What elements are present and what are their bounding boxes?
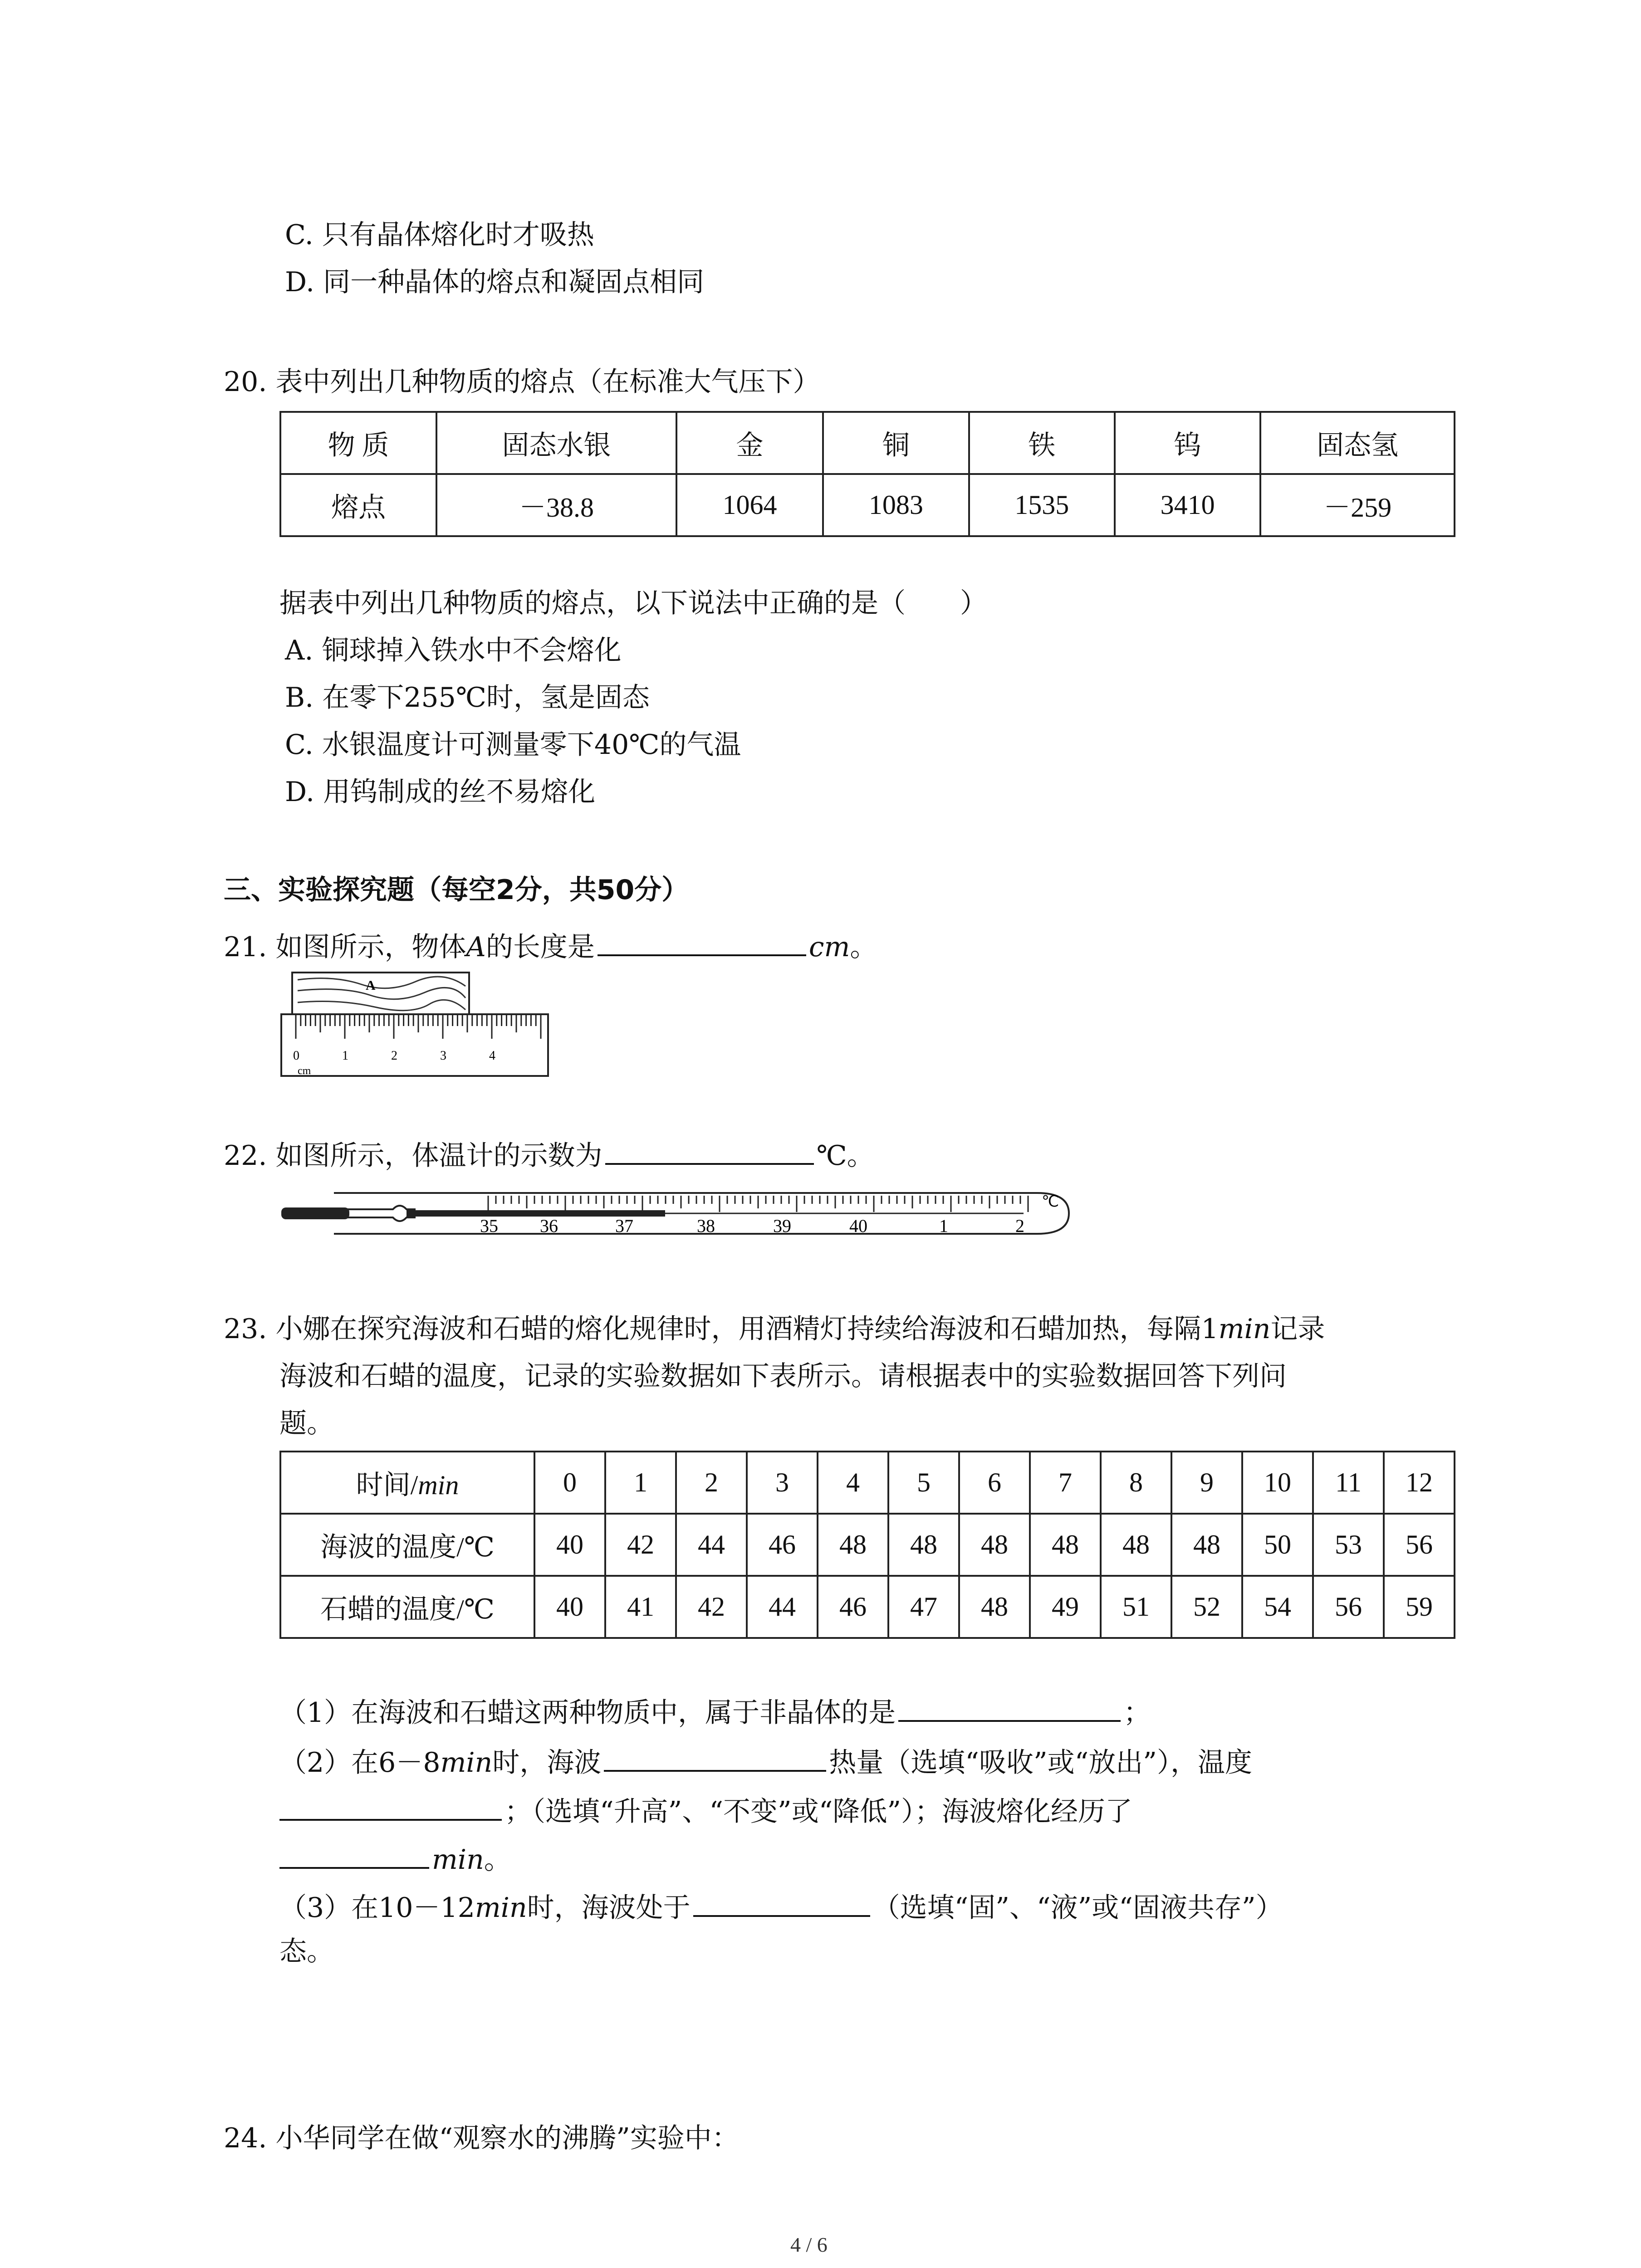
- table-cell: －259: [1260, 474, 1455, 536]
- table-cell: 52: [1171, 1576, 1242, 1638]
- q21-end: 。: [850, 931, 877, 963]
- q23-part2-line1: [279, 1745, 1252, 1779]
- answer-blank[interactable]: [279, 1843, 429, 1869]
- q20-option-a: A. 铜球掉入铁水中不会熔化: [285, 635, 622, 666]
- q23-part2-text: 热量（选填“吸收”或“放出”），温度: [829, 1747, 1252, 1779]
- table-cell: 0: [534, 1452, 605, 1514]
- answer-blank[interactable]: [605, 1139, 814, 1165]
- q23-line3: 题。: [279, 1408, 334, 1439]
- q21-var: A: [466, 931, 486, 963]
- q20-option-d: D. 用钨制成的丝不易熔化: [285, 776, 596, 808]
- q19-option-d: D. 同一种晶体的熔点和凝固点相同: [285, 266, 705, 298]
- table-header-cell: 固态氢: [1260, 412, 1455, 474]
- table-cell: 54: [1242, 1576, 1313, 1638]
- ruler-unit-label: cm: [298, 1065, 311, 1077]
- melting-point-table: [279, 411, 1455, 537]
- thermo-tick-label: 38: [697, 1216, 715, 1236]
- q22-stem: [224, 1139, 874, 1172]
- table-cell: 56: [1384, 1514, 1455, 1576]
- table-cell: 1064: [676, 474, 823, 536]
- table-cell: 40: [534, 1514, 605, 1576]
- table-cell: 2: [676, 1452, 747, 1514]
- q23-part3-text: 时，海波处于: [527, 1892, 691, 1924]
- thermometer-figure: [279, 1179, 1078, 1247]
- table-cell: 5: [888, 1452, 959, 1514]
- ruler-figure: [279, 971, 552, 1080]
- table-header-cell: 固态水银: [436, 412, 676, 474]
- q20-option-b: B. 在零下255℃时，氢是固态: [285, 682, 650, 714]
- q23-part2-line2: [279, 1794, 1133, 1828]
- q21-prefix: 21. 如图所示，物体: [224, 931, 466, 963]
- q23-line1-end: 记录: [1270, 1313, 1325, 1345]
- thermo-tick-label: 36: [540, 1216, 558, 1236]
- thermo-tick-label: 39: [773, 1216, 791, 1236]
- table-cell: 3410: [1115, 474, 1260, 536]
- row-label: 石蜡的温度/℃: [280, 1576, 534, 1638]
- unit-min: min: [1218, 1313, 1271, 1345]
- table-cell: 熔点: [280, 474, 436, 536]
- time-header: [280, 1452, 534, 1514]
- ruler-tick-label: 3: [440, 1049, 446, 1063]
- table-header-cell: 物 质: [280, 412, 436, 474]
- q21-stem: [224, 930, 877, 961]
- time-label: 时间/: [356, 1470, 418, 1500]
- table-cell: 48: [888, 1514, 959, 1576]
- unit-min: min: [418, 1470, 459, 1500]
- table-cell: 12: [1384, 1452, 1455, 1514]
- table-cell: 48: [1171, 1514, 1242, 1576]
- table-cell: 7: [1030, 1452, 1101, 1514]
- table-row: [280, 1576, 1455, 1638]
- q23-part2-end: 。: [484, 1844, 511, 1876]
- table-cell: 46: [818, 1576, 888, 1638]
- answer-blank[interactable]: [898, 1696, 1121, 1722]
- thermo-tick-label: 2: [1015, 1216, 1024, 1236]
- answer-blank[interactable]: [598, 930, 806, 956]
- section-title: 三、实验探究题（每空2分，共50分）: [224, 874, 689, 906]
- q22-prefix: 22. 如图所示，体温计的示数为: [224, 1140, 603, 1172]
- q21-mid: 的长度是: [485, 931, 595, 963]
- wood-block: [292, 973, 469, 1014]
- table-cell: 3: [747, 1452, 818, 1514]
- table-cell: 48: [818, 1514, 888, 1576]
- q23-part3-line2: 态。: [279, 1936, 334, 1967]
- table-cell: 4: [818, 1452, 888, 1514]
- table-cell: 49: [1030, 1576, 1101, 1638]
- thermo-tick-label: 35: [480, 1216, 498, 1236]
- q23-part1: [279, 1696, 1151, 1729]
- q20-stem: 20. 表中列出几种物质的熔点（在标准大气压下）: [224, 366, 820, 398]
- table-cell: 56: [1313, 1576, 1384, 1638]
- page-number: 4 / 6: [790, 2233, 828, 2256]
- table-cell: 47: [888, 1576, 959, 1638]
- table-row: [280, 1514, 1455, 1576]
- table-cell: 48: [959, 1514, 1030, 1576]
- table-cell: 48: [959, 1576, 1030, 1638]
- q23-part2-line3: [279, 1843, 511, 1876]
- table-cell: 53: [1313, 1514, 1384, 1576]
- table-cell: 44: [676, 1514, 747, 1576]
- table-cell: 44: [747, 1576, 818, 1638]
- unit-min: min: [432, 1844, 484, 1876]
- table-cell: 59: [1384, 1576, 1455, 1638]
- table-cell: 8: [1101, 1452, 1171, 1514]
- table-header-cell: 铁: [969, 412, 1115, 474]
- row-label: 海波的温度/℃: [280, 1514, 534, 1576]
- q23-part2-text: （2）在6－8: [279, 1747, 441, 1779]
- table-cell: 42: [605, 1514, 676, 1576]
- q20-question: 据表中列出几种物质的熔点，以下说法中正确的是（ ）: [279, 587, 987, 619]
- q23-line2: 海波和石蜡的温度，记录的实验数据如下表所示。请根据表中的实验数据回答下列问: [279, 1360, 1287, 1392]
- q23-part3-text: （选填“固”、“液”或“固液共存”）: [872, 1892, 1283, 1924]
- table-cell: －38.8: [436, 474, 676, 536]
- table-header-cell: 铜: [823, 412, 969, 474]
- table-cell: 11: [1313, 1452, 1384, 1514]
- answer-blank[interactable]: [693, 1891, 870, 1917]
- table-cell: 40: [534, 1576, 605, 1638]
- q20-option-c: C. 水银温度计可测量零下40℃的气温: [285, 729, 741, 761]
- table-cell: 48: [1030, 1514, 1101, 1576]
- thermo-tick-label: 1: [939, 1216, 948, 1236]
- q23-part1-end: ；: [1123, 1697, 1151, 1729]
- table-cell: 48: [1101, 1514, 1171, 1576]
- table-cell: 41: [605, 1576, 676, 1638]
- ruler: [281, 1014, 548, 1077]
- table-cell: 51: [1101, 1576, 1171, 1638]
- thermo-tick-label: 37: [615, 1216, 633, 1236]
- q23-line1: [224, 1315, 1325, 1343]
- unit-min: min: [440, 1747, 493, 1779]
- thermo-tick-label: 40: [849, 1216, 867, 1236]
- thermometer-bulb: [281, 1207, 349, 1219]
- q24-stem: 24. 小华同学在做“观察水的沸腾”实验中：: [224, 2122, 739, 2154]
- table-cell: 42: [676, 1576, 747, 1638]
- q21-unit: cm: [808, 931, 850, 963]
- q23-part1-text: （1）在海波和石蜡这两种物质中，属于非晶体的是: [279, 1697, 896, 1729]
- table-cell: 9: [1171, 1452, 1242, 1514]
- q23-part2-text: ；（选填“升高”、“不变”或“降低”）；海波熔化经历了: [505, 1796, 1133, 1828]
- table-cell: 6: [959, 1452, 1030, 1514]
- thermo-unit: ℃: [1042, 1193, 1059, 1210]
- table-cell: 10: [1242, 1452, 1313, 1514]
- answer-blank[interactable]: [279, 1794, 502, 1821]
- q23-part2-text: 时，海波: [492, 1747, 602, 1779]
- table-cell: 1: [605, 1452, 676, 1514]
- ruler-tick-label: 0: [293, 1049, 299, 1063]
- unit-min: min: [475, 1892, 527, 1924]
- table-cell: 46: [747, 1514, 818, 1576]
- block-label: A: [366, 978, 376, 993]
- ruler-tick-label: 1: [342, 1049, 348, 1063]
- ruler-tick-label: 2: [391, 1049, 397, 1063]
- q19-option-c: C. 只有晶体熔化时才吸热: [285, 219, 594, 251]
- table-cell: 1083: [823, 474, 969, 536]
- q23-line1-text: 23. 小娜在探究海波和石蜡的熔化规律时，用酒精灯持续给海波和石蜡加热，每隔1: [224, 1313, 1219, 1345]
- q23-part3-text: （3）在10－12: [279, 1892, 475, 1924]
- table-cell: 1535: [969, 474, 1115, 536]
- q22-suffix: ℃。: [816, 1140, 874, 1172]
- table-header-cell: 金: [676, 412, 823, 474]
- melting-data-table: [279, 1451, 1455, 1639]
- table-cell: 50: [1242, 1514, 1313, 1576]
- ruler-tick-label: 4: [489, 1049, 495, 1063]
- table-row: [280, 1452, 1455, 1514]
- table-header-cell: 钨: [1115, 412, 1260, 474]
- q23-part3-line1: [279, 1891, 1283, 1924]
- answer-blank[interactable]: [604, 1745, 826, 1772]
